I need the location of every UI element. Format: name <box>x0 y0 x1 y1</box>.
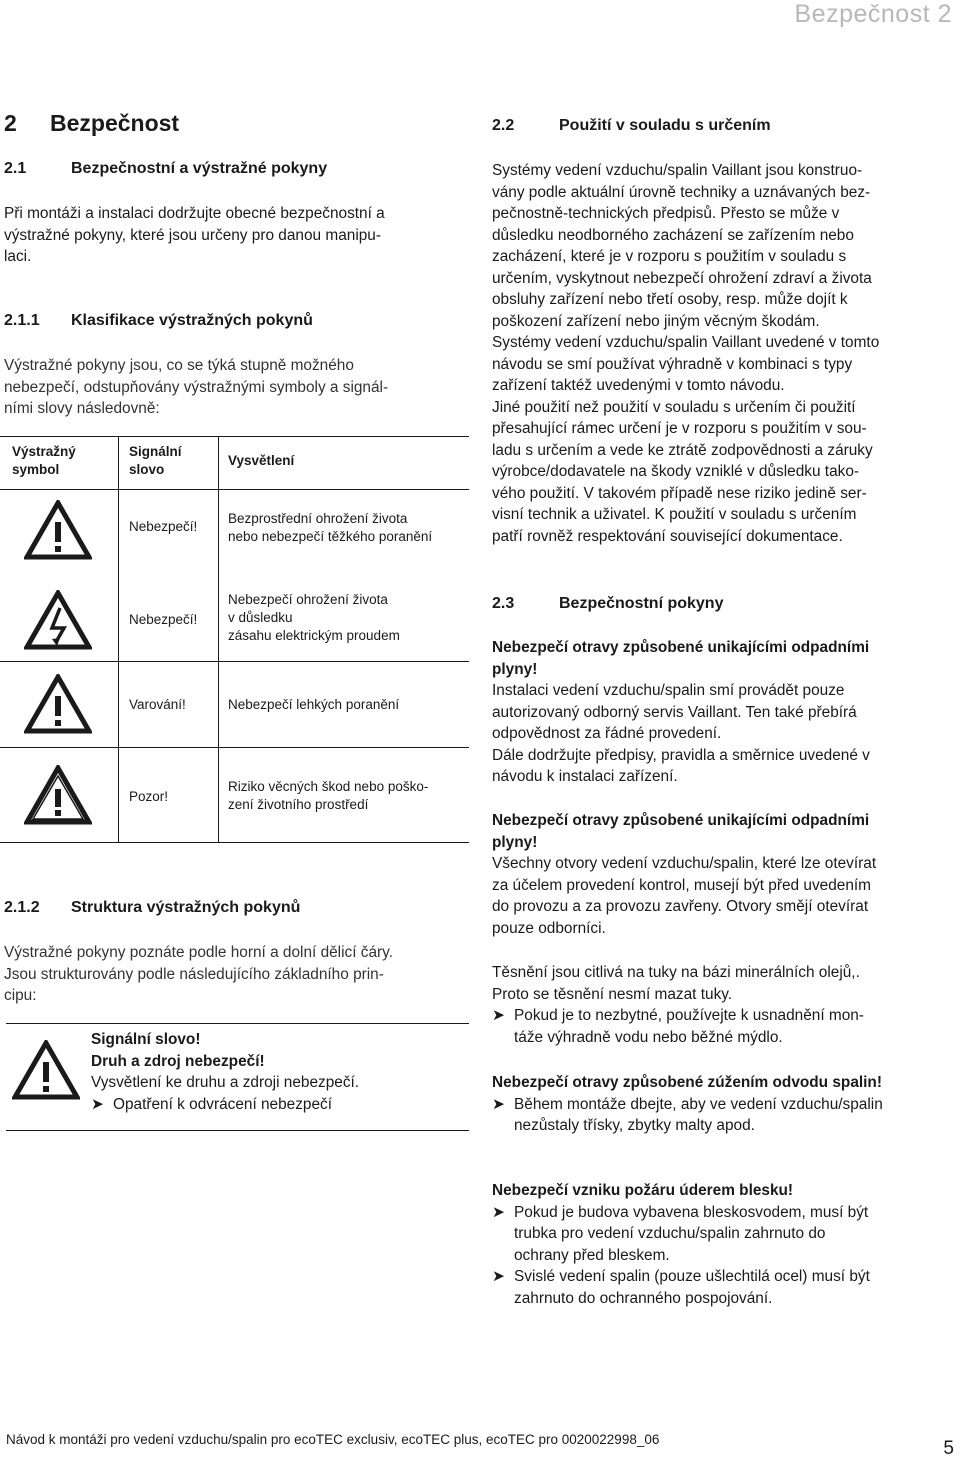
text-line: ními slovy následovně: <box>4 400 160 417</box>
text-line: přesahující rámec určení je v rozporu s použitím v sou- <box>492 420 867 437</box>
text-line: táže výhradně vodu nebo běžné mýdlo. <box>514 1028 783 1046</box>
arrow-icon: ➤ <box>492 1095 505 1113</box>
explanation <box>228 778 468 814</box>
text-line: Při montáži a instalaci dodržujte obecné bezpečnostní a <box>4 205 385 222</box>
bullet-item <box>492 1005 958 1048</box>
text-line: pečnostně-technických předpisů. Přesto se může v <box>492 205 840 222</box>
text-line: Pokud je budova vybavena bleskosvodem, musí být <box>514 1203 869 1221</box>
caution-triangle-icon <box>24 765 92 825</box>
text-line: výstražné pokyny, které jsou určeny pro danou manipu- <box>4 226 381 244</box>
text-line: zahrnuto do ochranného pospojování. <box>514 1289 773 1307</box>
subsection-number: 2.1.2 <box>4 899 40 916</box>
footer: Návod k montáži pro vedení vzduchu/spalin pro ecoTEC exclusiv, ecoTEC plus, ecoTEC pro 0020022998_06 <box>6 1432 660 1447</box>
arrow-icon: ➤ <box>91 1095 104 1113</box>
text-line: odpovědnost za řádné provedení. <box>492 725 722 742</box>
arrow-icon: ➤ <box>492 1007 505 1024</box>
subsection-title: Bezpečnostní pokyny <box>559 595 724 612</box>
block-heading: plyny! <box>492 660 538 678</box>
explain-line: Nebezpečí ohrožení života <box>228 592 388 607</box>
text-line: ladu s určením a vede ke ztrátě zodpovědnosti a záruky <box>492 441 873 459</box>
subsection-title: Bezpečnostní a výstražné pokyny <box>71 160 328 177</box>
subsection-heading-2-1-1 <box>4 312 313 330</box>
subsection-heading-2-3 <box>492 595 723 613</box>
text-line: Všechny otvory vedení vzduchu/spalin, které lze otevírat <box>492 855 877 872</box>
text-line: určením, vyskytnout nebezpečí ohrožení zdraví a života <box>492 269 872 287</box>
text-line: Dále dodržujte předpisy, pravidla a směrnice uvedené v <box>492 746 870 764</box>
warning-table-row <box>0 489 469 576</box>
safety-block-1 <box>492 637 958 788</box>
text-line: autorizovaný odborný servis Vaillant. Ten také přebírá <box>492 703 857 721</box>
explain-line: zení životního prostředí <box>228 797 369 812</box>
subsection-heading-2-1-2 <box>4 899 300 917</box>
warning-table-row <box>0 748 469 843</box>
block-heading: Nebezpečí otravy způsobené unikajícími odpadními <box>492 812 870 829</box>
text-line: obsluhy zařízení nebo třetí osoby, resp. může dojít k <box>492 291 848 308</box>
structure-paragraph <box>4 942 474 1007</box>
safety-block-4 <box>492 1072 958 1137</box>
text-line: Během montáže dbejte, aby ve vedení vzduchu/spalin <box>514 1095 883 1113</box>
block-heading: plyny! <box>492 833 538 851</box>
signal-word: Nebezpečí! <box>129 612 198 627</box>
explain-line: Nebezpečí lehkých poranění <box>228 697 400 712</box>
text-line: Výstražné pokyny poznáte podle horní a dolní dělicí čáry. <box>4 944 393 961</box>
signal-word: Signální slovo! <box>91 1031 201 1048</box>
header-line: slovo <box>129 462 165 477</box>
text-line: Instalaci vedení vzduchu/spalin smí provádět pouze <box>492 682 845 699</box>
subsection-title: Klasifikace výstražných pokynů <box>71 312 313 329</box>
intro-paragraph <box>4 203 474 268</box>
section-number: 2 <box>4 110 17 136</box>
text-line: návodu k instalaci zařízení. <box>492 768 678 785</box>
text-line: vého použití. V takovém případě nese riziko jedině ser- <box>492 484 867 502</box>
explain-line: v důsledku <box>228 610 293 625</box>
electric-hazard-icon <box>24 590 92 650</box>
arrow-icon: ➤ <box>492 1203 505 1221</box>
text-line: Těsnění jsou citlivá na tuky na bázi minerálních olejů,. <box>492 964 860 981</box>
text-line: zařízení taktéž uvedenými v tomto návodu. <box>492 377 785 394</box>
classification-paragraph <box>4 355 474 420</box>
text-line: visní technik a uživatel. K použití v souladu s určením <box>492 506 857 523</box>
header-symbol <box>12 443 122 479</box>
warning-triangle-icon <box>24 674 92 734</box>
subsection-number: 2.1.1 <box>4 312 40 329</box>
explain-line: zásahu elektrickým proudem <box>228 628 400 643</box>
explain-line: nebo nebezpečí těžkého poranění <box>228 529 433 544</box>
warning-structure-example <box>6 1023 469 1131</box>
warning-triangle-icon <box>24 500 92 560</box>
text-line: poškození zařízení nebo jiným věcným škodám. <box>492 312 820 330</box>
subsection-number: 2.1 <box>4 160 27 177</box>
bullet-item <box>492 1266 958 1309</box>
text-line: cipu: <box>4 987 37 1004</box>
warning-triangle-icon <box>12 1040 80 1100</box>
text-line: Systémy vedení vzduchu/spalin Vaillant jsou konstruo- <box>492 162 863 179</box>
warning-table-header <box>0 436 469 490</box>
text-line: výrobce/dodavatele na škody vzniklé v důsledku tako- <box>492 463 860 480</box>
block-heading: Nebezpečí otravy způsobené zúžením odvodu spalin! <box>492 1074 882 1091</box>
text-line: laci. <box>4 248 32 265</box>
subsection-number: 2.2 <box>492 117 515 134</box>
safety-block-5 <box>492 1180 958 1309</box>
bullet-item <box>492 1094 958 1137</box>
text-line: Proto se těsnění nesmí mazat tuky. <box>492 985 733 1003</box>
measure: Opatření k odvrácení nebezpečí <box>113 1095 333 1113</box>
explain-line: Bezprostřední ohrožení života <box>228 511 408 526</box>
header-explanation: Vysvětlení <box>228 453 295 468</box>
text-line: trubka pro vedení vzduchu/spalin zahrnuto do <box>514 1225 826 1242</box>
arrow-icon: ➤ <box>492 1268 505 1285</box>
header-line: Výstražný <box>12 444 76 459</box>
safety-block-3 <box>492 962 958 1048</box>
text-line: Jiné použití než použití v souladu s určením či použití <box>492 398 856 416</box>
warning-table-row <box>0 662 469 748</box>
block-heading: Nebezpečí vzniku požáru úderem blesku! <box>492 1182 794 1199</box>
explanation <box>228 591 468 645</box>
header-signal-word <box>129 443 225 479</box>
running-head: Bezpečnost 2 <box>794 0 952 28</box>
text-line: návodu se smí používat výhradně v kombinaci s typy <box>492 355 853 373</box>
header-line: Signální <box>129 444 182 459</box>
text-line: vány podle aktuální úrovně techniky a uznávaných bez- <box>492 183 871 201</box>
explain-line: Riziko věcných škod nebo poško- <box>228 779 429 794</box>
header-line: symbol <box>12 462 60 477</box>
intended-use-paragraph <box>492 160 958 547</box>
text-line: Svislé vedení spalin (pouze ušlechtilá ocel) musí být <box>514 1268 870 1285</box>
subsection-heading-2-2 <box>492 117 771 135</box>
signal-word: Varování! <box>129 697 186 712</box>
structure-text <box>91 1029 466 1115</box>
subsection-heading-2-1 <box>4 160 327 178</box>
warning-table-row <box>0 576 469 662</box>
signal-word: Pozor! <box>129 789 169 804</box>
bullet-item <box>492 1202 958 1267</box>
text-line: Pokud je to nezbytné, používejte k usnadnění mon- <box>514 1007 864 1024</box>
block-heading: Nebezpečí otravy způsobené unikajícími odpadními <box>492 639 870 656</box>
explanation <box>228 510 468 546</box>
text-line: ochrany před bleskem. <box>514 1246 670 1264</box>
page-number: 5 <box>943 1438 954 1459</box>
subsection-title: Struktura výstražných pokynů <box>71 899 301 916</box>
subsection-title: Použití v souladu s určením <box>559 117 771 134</box>
text-line: Jsou strukturovány podle následujícího základního prin- <box>4 965 384 983</box>
explanation <box>228 696 468 714</box>
text-line: patří rovněž respektování související dokumentace. <box>492 527 843 545</box>
text-line: nezůstaly třísky, zbytky malty apod. <box>514 1117 755 1134</box>
hazard-kind: Druh a zdroj nebezpečí! <box>91 1052 265 1070</box>
text-line: důsledku neodborného zacházení se zařízením nebo <box>492 226 854 244</box>
section-heading <box>4 110 179 137</box>
text-line: Systémy vedení vzduchu/spalin Vaillant uvedené v tomto <box>492 334 880 351</box>
subsection-number: 2.3 <box>492 595 515 612</box>
safety-block-2 <box>492 810 958 939</box>
hazard-explanation: Vysvětlení ke druhu a zdroji nebezpečí. <box>91 1074 360 1091</box>
text-line: za účelem provedení kontrol, musejí být před uvedením <box>492 876 871 894</box>
text-line: Výstražné pokyny jsou, co se týká stupně možného <box>4 357 354 374</box>
signal-word: Nebezpečí! <box>129 519 198 534</box>
text-line: zacházení, které je v rozporu s použitím v souladu s <box>492 248 847 265</box>
text-line: pouze odborníci. <box>492 919 606 937</box>
text-line: nebezpečí, odstupňovány výstražnými symboly a signál- <box>4 378 389 396</box>
text-line: do provozu a za provozu zavřeny. Otvory smějí otevírat <box>492 898 869 915</box>
section-title: Bezpečnost <box>50 110 180 136</box>
